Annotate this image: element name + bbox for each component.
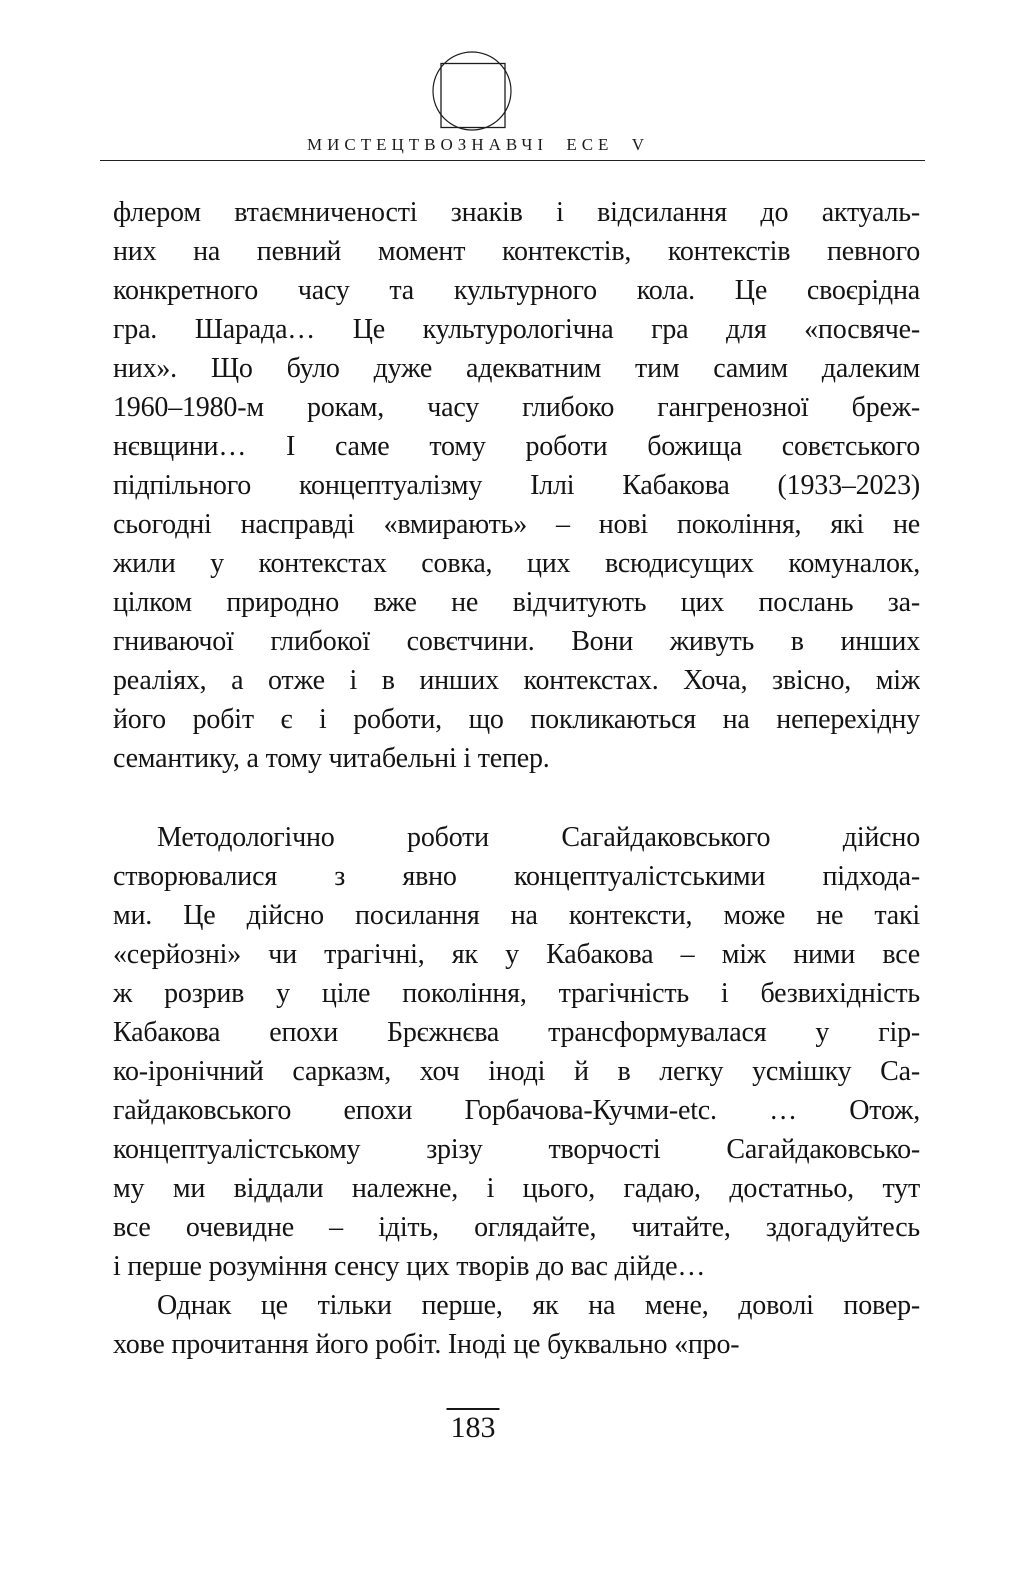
text-line: концептуалістському зрізу творчості Сагайдаковсько- [113, 1134, 920, 1165]
text-block [113, 193, 920, 1364]
text-line: його робіт є і роботи, що покликаються на неперехідну [113, 704, 920, 735]
text-line: нєвщини… І саме тому роботи божища совєтського [113, 431, 920, 462]
text-line: гниваючої глибокої совєтчини. Вони живуть в инших [113, 626, 920, 657]
text-line: Методологічно роботи Сагайдаковського дійсно [157, 822, 920, 853]
page-number: 183 [447, 1408, 500, 1445]
paragraph-1 [113, 193, 920, 778]
text-line: му ми віддали належне, і цього, гадаю, достатньо, тут [113, 1173, 920, 1204]
paragraph-2 [113, 818, 920, 1286]
text-line: сьогодні насправді «вмирають» – нові покоління, які не [113, 509, 920, 540]
text-line: ж розрив у ціле покоління, трагічність і безвихідність [113, 978, 920, 1009]
text-line: все очевидне – ідіть, оглядайте, читайте, здогадуйтесь [113, 1212, 920, 1243]
text-line: них». Що було дуже адекватним тим самим далеким [113, 353, 920, 384]
text-line: жили у контекстах совка, цих всюдисущих комуналок, [113, 548, 920, 579]
text-line: ми. Це дійсно посилання на контексти, може не такі [113, 900, 920, 931]
text-line: гайдаковського епохи Горбачова-Кучми-etc. … Отож, [113, 1095, 920, 1126]
text-line: і перше розуміння сенсу цих творів до вас дійде… [113, 1251, 706, 1282]
text-line: «серйозні» чи трагічні, як у Кабакова – між ними все [113, 939, 920, 970]
text-line: флером втаємниченості знаків і відсилання до актуаль- [113, 197, 920, 228]
text-line: хове прочитання його робіт. Іноді це буквально «про- [113, 1329, 740, 1360]
text-line: реаліях, а отже і в инших контекстах. Хоча, звісно, між [113, 665, 920, 696]
text-line: Однак це тільки перше, як на мене, доволі повер- [157, 1290, 920, 1321]
paragraph-3 [113, 1286, 920, 1364]
text-line: конкретного часу та культурного кола. Це своєрідна [113, 275, 920, 306]
running-title: МИСТЕЦТВОЗНАВЧІ ЕСЕ V [307, 135, 649, 154]
text-line: підпільного концептуалізму Іллі Кабакова (1933–2023) [113, 470, 920, 501]
circle-square-logo-icon [431, 50, 515, 134]
text-line: них на певний момент контекстів, контекстів певного [113, 236, 920, 267]
text-line: створювалися з явно концептуалістськими підхода- [113, 861, 920, 892]
text-line: семантику, а тому читабельні і тепер. [113, 743, 550, 774]
text-line: гра. Шарада… Це культурологічна гра для «посвяче- [113, 314, 920, 345]
header-rule [100, 160, 925, 161]
text-line: ко-іронічний сарказм, хоч іноді й в легку усмішку Са- [113, 1056, 920, 1087]
text-line: цілком природно вже не відчитують цих послань за- [113, 587, 920, 618]
text-line: 1960–1980-м рокам, часу глибоко гангренозної бреж- [113, 392, 920, 423]
text-line: Кабакова епохи Брєжнєва трансформувалася у гір- [113, 1017, 920, 1048]
